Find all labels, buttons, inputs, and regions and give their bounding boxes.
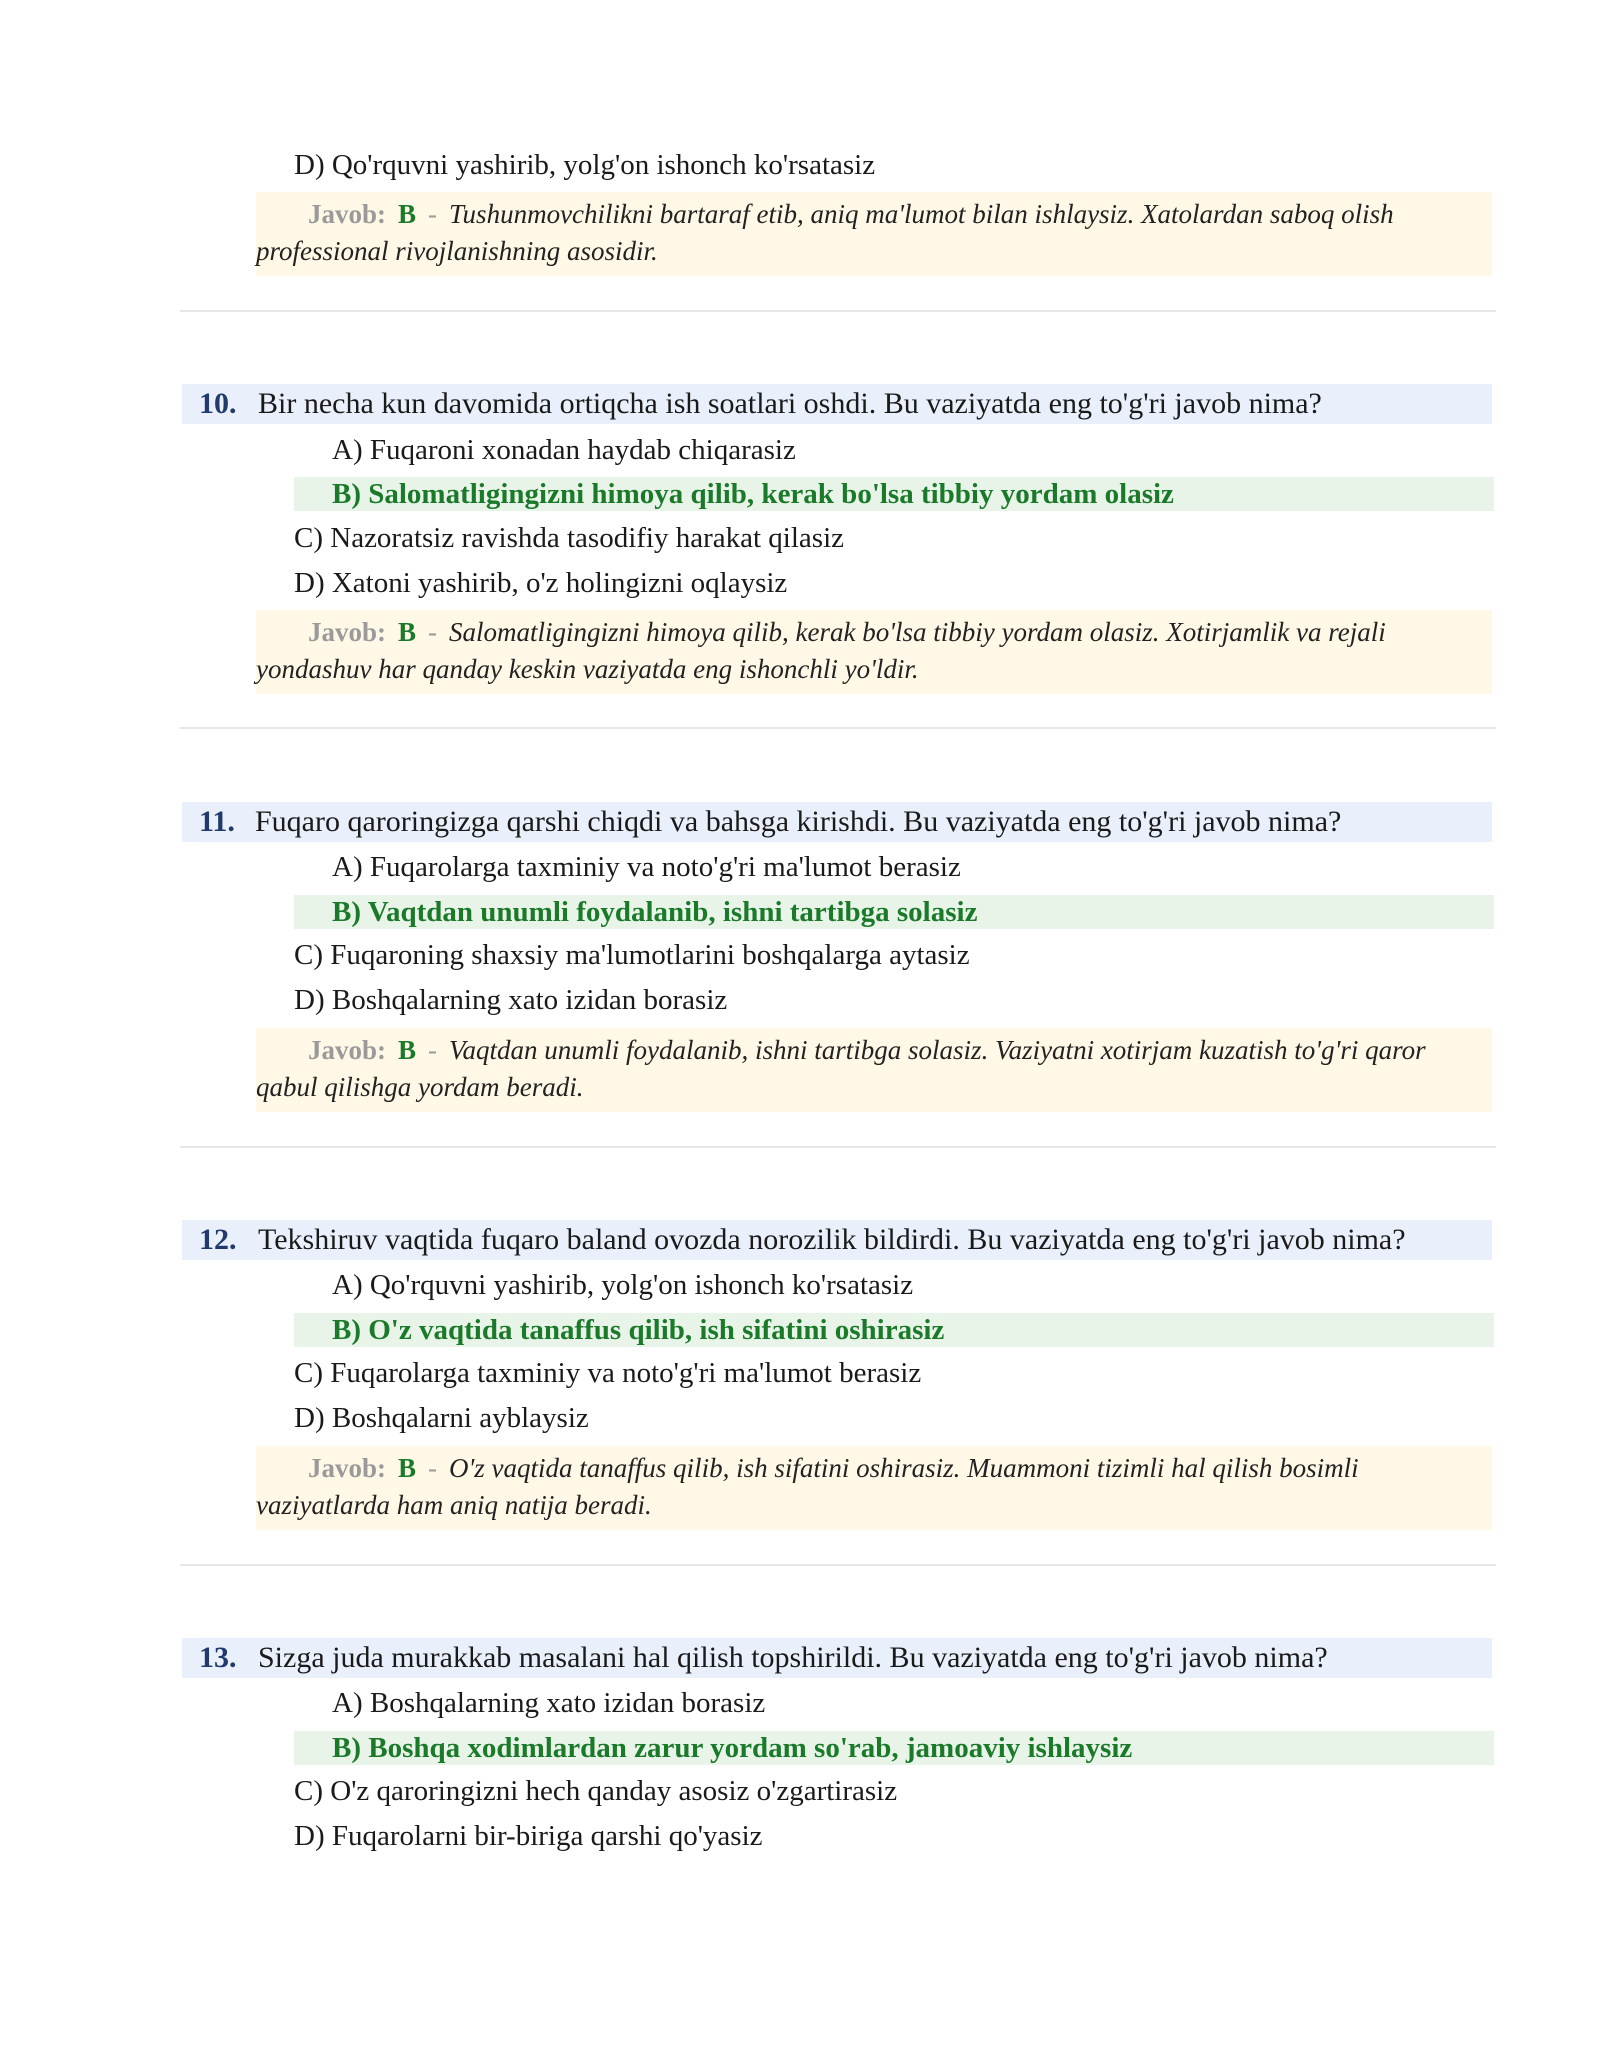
option-d: D) Boshqalarni ayblaysiz xyxy=(294,1402,589,1434)
answer-explanation: O'z vaqtida tanaffus qilib, ish sifatini oshirasiz. Muammoni tizimli hal qilish bosimli vaziyatlarda ham aniq natija beradi. xyxy=(256,1453,1359,1520)
answer-box xyxy=(256,1446,1492,1530)
answer-explanation: Salomatligingizni himoya qilib, kerak bo'lsa tibbiy yordam olasiz. Xotirjamlik va rejali yondashuv har qanday keskin vaziyatda eng ishonchli yo'ldir. xyxy=(256,617,1386,684)
option-b-correct xyxy=(294,1313,1494,1347)
option-b-label: B) Salomatligingizni himoya qilib, kerak bo'lsa tibbiy yordam olasiz xyxy=(332,478,1174,510)
divider xyxy=(180,1146,1496,1148)
option-d: D) Boshqalarning xato izidan borasiz xyxy=(294,984,728,1016)
question-number: 11. xyxy=(199,805,235,838)
answer-explanation: Vaqtdan unumli foydalanib, ishni tartibga solasiz. Vaziyatni xotirjam kuzatish to'g'ri qaror qabul qilishga yordam beradi. xyxy=(256,1035,1426,1102)
answer-dash: - xyxy=(428,1453,438,1483)
answer-explanation: Tushunmovchilikni bartaraf etib, aniq ma'lumot bilan ishlaysiz. Xatolardan saboq olish professional rivojlanishning asosidir. xyxy=(256,199,1394,266)
question-11 xyxy=(182,802,1492,842)
answer-dash: - xyxy=(428,1035,438,1065)
question-12 xyxy=(182,1220,1492,1260)
answer-box xyxy=(256,610,1492,694)
answer-box xyxy=(256,1028,1492,1112)
option-b-label: B) O'z vaqtida tanaffus qilib, ish sifatini oshirasiz xyxy=(332,1314,945,1346)
question-text: Tekshiruv vaqtida fuqaro baland ovozda norozilik bildirdi. Bu vaziyatda eng to'g'ri javob nima? xyxy=(258,1223,1406,1256)
answer-letter: B xyxy=(398,1453,417,1483)
divider xyxy=(180,727,1496,729)
option-a: A) Qo'rquvni yashirib, yolg'on ishonch ko'rsatasiz xyxy=(332,1269,914,1301)
divider xyxy=(180,310,1496,312)
answer-box xyxy=(256,192,1492,276)
answer-label: Javob: xyxy=(308,617,387,647)
option-b-correct xyxy=(294,1731,1494,1765)
answer-letter: B xyxy=(398,1035,417,1065)
question-text: Sizga juda murakkab masalani hal qilish topshirildi. Bu vaziyatda eng to'g'ri javob nima? xyxy=(258,1641,1328,1674)
question-text: Fuqaro qaroringizga qarshi chiqdi va bahsga kirishdi. Bu vaziyatda eng to'g'ri javob nima? xyxy=(255,805,1342,838)
question-10 xyxy=(182,384,1492,424)
option-d: D) Fuqarolarni bir-biriga qarshi qo'yasiz xyxy=(294,1820,763,1852)
option-a: A) Fuqarolarga taxminiy va noto'g'ri ma'lumot berasiz xyxy=(332,851,961,883)
option-c: C) O'z qaroringizni hech qanday asosiz o'zgartirasiz xyxy=(294,1775,898,1807)
answer-label: Javob: xyxy=(308,1453,387,1483)
answer-letter: B xyxy=(398,199,417,229)
divider xyxy=(180,1564,1496,1566)
answer-label: Javob: xyxy=(308,199,387,229)
option-a: A) Boshqalarning xato izidan borasiz xyxy=(332,1687,766,1719)
option-d: D) Qo'rquvni yashirib, yolg'on ishonch ko'rsatasiz xyxy=(294,149,876,181)
option-d: D) Xatoni yashirib, o'z holingizni oqlaysiz xyxy=(294,567,788,599)
option-b-label: B) Boshqa xodimlardan zarur yordam so'rab, jamoaviy ishlaysiz xyxy=(332,1732,1133,1764)
answer-dash: - xyxy=(428,199,438,229)
answer-letter: B xyxy=(398,617,417,647)
question-number: 13. xyxy=(199,1641,237,1674)
question-number: 10. xyxy=(199,387,237,420)
answer-label: Javob: xyxy=(308,1035,387,1065)
question-number: 12. xyxy=(199,1223,237,1256)
option-c: C) Fuqaroning shaxsiy ma'lumotlarini boshqalarga aytasiz xyxy=(294,939,970,971)
option-c: C) Nazoratsiz ravishda tasodifiy harakat qilasiz xyxy=(294,522,844,554)
question-text: Bir necha kun davomida ortiqcha ish soatlari oshdi. Bu vaziyatda eng to'g'ri javob nima? xyxy=(258,387,1322,420)
option-b-label: B) Vaqtdan unumli foydalanib, ishni tartibga solasiz xyxy=(332,896,978,928)
option-c: C) Fuqarolarga taxminiy va noto'g'ri ma'lumot berasiz xyxy=(294,1357,922,1389)
answer-dash: - xyxy=(428,617,438,647)
option-b-correct xyxy=(294,477,1494,511)
option-b-correct xyxy=(294,895,1494,929)
question-13 xyxy=(182,1638,1492,1678)
option-a: A) Fuqaroni xonadan haydab chiqarasiz xyxy=(332,434,796,466)
